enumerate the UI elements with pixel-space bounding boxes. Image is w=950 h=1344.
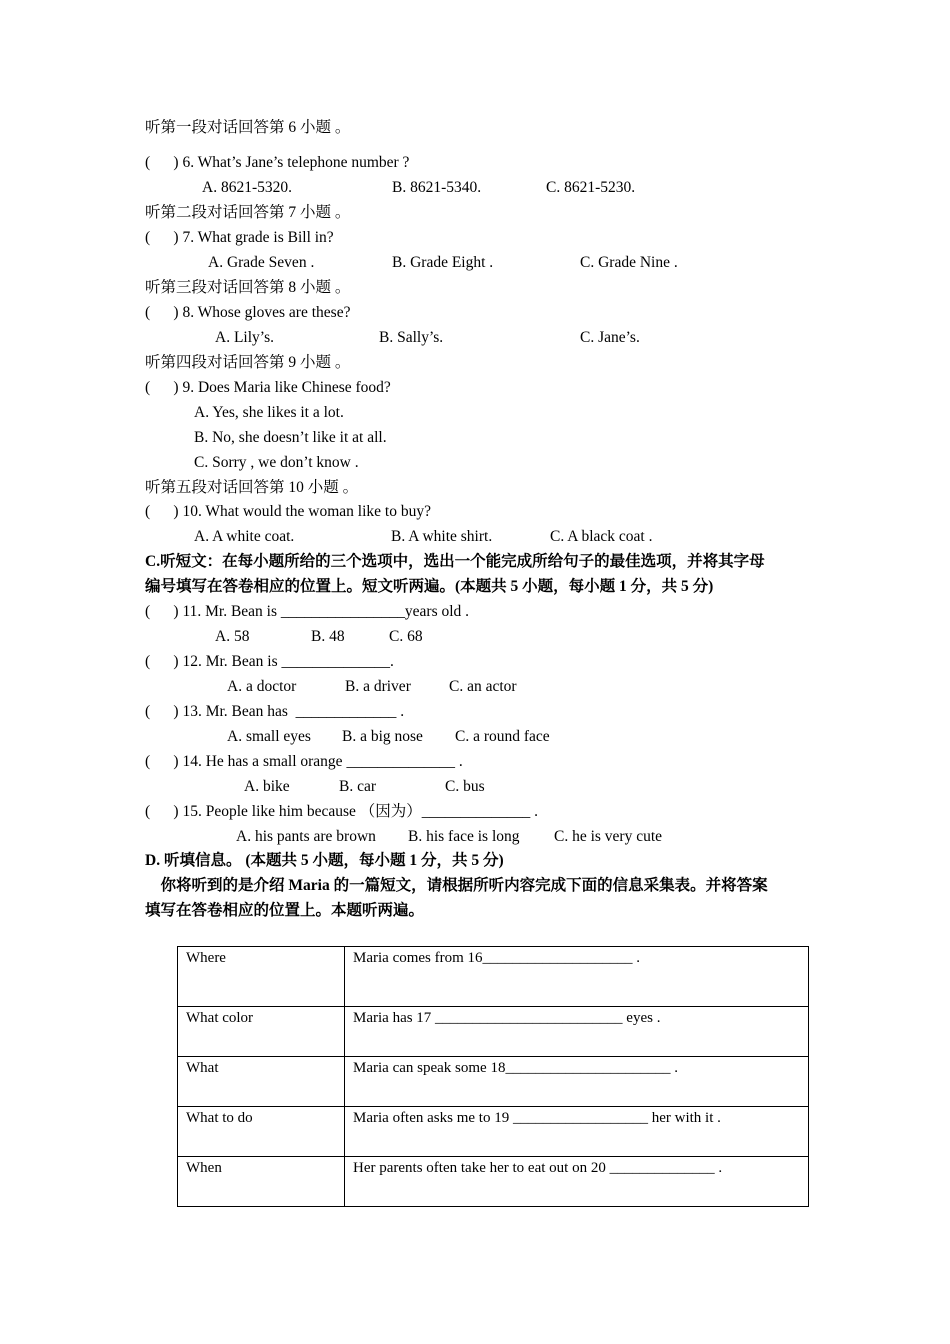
q15-option-b: B. his face is long: [408, 828, 520, 845]
table-row: [178, 1157, 809, 1207]
section-d-heading: D. 听填信息。 (本题共 5 小题，每小题 1 分，共 5 分): [145, 852, 504, 869]
dialogue-4-instruction: 听第四段对话回答第 9 小题 。: [145, 354, 351, 371]
row-label: What color: [178, 1007, 345, 1057]
q9-option-b: B. No, she doesn’t like it at all.: [194, 429, 387, 446]
dialogue-3-instruction: 听第三段对话回答第 8 小题 。: [145, 279, 351, 296]
row-label: When: [178, 1157, 345, 1207]
question-9-stem: ( ) 9. Does Maria like Chinese food?: [145, 379, 391, 396]
q11-option-b: B. 48: [311, 628, 345, 645]
q8-option-a: A. Lily’s.: [215, 329, 274, 346]
question-12-stem: ( ) 12. Mr. Bean is ______________.: [145, 653, 394, 670]
table-row: [178, 1107, 809, 1157]
q13-option-b: B. a big nose: [342, 728, 423, 745]
q8-option-c: C. Jane’s.: [580, 329, 640, 346]
row-content: Maria often asks me to 19 __________________ her with it .: [345, 1107, 809, 1157]
q10-option-c: C. A black coat .: [550, 528, 653, 545]
question-15-stem: ( ) 15. People like him because （因为）______________ .: [145, 803, 539, 820]
row-content: Maria can speak some 18______________________ .: [345, 1057, 809, 1107]
question-8-stem: ( ) 8. Whose gloves are these?: [145, 304, 351, 321]
table-row: [178, 1007, 809, 1057]
q13-option-c: C. a round face: [455, 728, 550, 745]
q15-option-a: A. his pants are brown: [236, 828, 376, 845]
table-row: [178, 947, 809, 1007]
q12-option-a: A. a doctor: [227, 678, 297, 695]
row-content: Maria comes from 16____________________ .: [345, 947, 809, 1007]
row-label: Where: [178, 947, 345, 1007]
row-content: Her parents often take her to eat out on 20 ______________ .: [345, 1157, 809, 1207]
question-6-stem: ( ) 6. What’s Jane’s telephone number ?: [145, 154, 410, 171]
q13-option-a: A. small eyes: [227, 728, 311, 745]
q7-option-c: C. Grade Nine .: [580, 254, 678, 271]
question-14-stem: ( ) 14. He has a small orange ______________ .: [145, 753, 463, 770]
q6-option-a: A. 8621-5320.: [202, 179, 292, 196]
q14-option-b: B. car: [339, 778, 377, 795]
q6-option-c: C. 8621-5230.: [546, 179, 636, 196]
section-d-intro-line-2: 填写在答卷相应的位置上。本题听两遍。: [145, 902, 425, 919]
q14-option-c: C. bus: [445, 778, 485, 795]
dialogue-1-instruction: 听第一段对话回答第 6 小题 。: [145, 119, 351, 136]
q14-option-a: A. bike: [244, 778, 290, 795]
q12-option-b: B. a driver: [345, 678, 411, 695]
q9-option-c: C. Sorry , we don’t know .: [194, 454, 359, 471]
question-10-stem: ( ) 10. What would the woman like to buy?: [145, 503, 431, 520]
dialogue-5-instruction: 听第五段对话回答第 10 小题 。: [145, 479, 359, 496]
question-13-stem: ( ) 13. Mr. Bean has _____________ .: [145, 703, 405, 720]
q15-option-c: C. he is very cute: [554, 828, 663, 845]
table-row: [178, 1057, 809, 1107]
q11-option-c: C. 68: [389, 628, 423, 645]
q6-option-b: B. 8621-5340.: [392, 179, 482, 196]
q11-option-a: A. 58: [215, 628, 250, 645]
row-label: What: [178, 1057, 345, 1107]
q7-option-b: B. Grade Eight .: [392, 254, 494, 271]
section-c-heading-line-2: 编号填写在答卷相应的位置上。短文听两遍。(本题共 5 小题，每小题 1 分，共 5 分): [145, 578, 714, 595]
information-table: [177, 946, 809, 1207]
q10-option-a: A. A white coat.: [194, 528, 295, 545]
dialogue-2-instruction: 听第二段对话回答第 7 小题 。: [145, 204, 351, 221]
q10-option-b: B. A white shirt.: [391, 528, 493, 545]
section-d-intro-line-1: 你将听到的是介绍 Maria 的一篇短文，请根据所听内容完成下面的信息采集表。并将答案: [145, 877, 768, 894]
q9-option-a: A. Yes, she likes it a lot.: [194, 404, 344, 421]
q7-option-a: A. Grade Seven .: [208, 254, 315, 271]
section-c-heading-line-1: C.听短文：在每小题所给的三个选项中，选出一个能完成所给句子的最佳选项，并将其字母: [145, 553, 765, 570]
row-label: What to do: [178, 1107, 345, 1157]
q12-option-c: C. an actor: [449, 678, 517, 695]
row-content: Maria has 17 _________________________ eyes .: [345, 1007, 809, 1057]
q8-option-b: B. Sally’s.: [379, 329, 444, 346]
question-7-stem: ( ) 7. What grade is Bill in?: [145, 229, 334, 246]
question-11-stem: ( ) 11. Mr. Bean is ________________years old .: [145, 603, 470, 620]
